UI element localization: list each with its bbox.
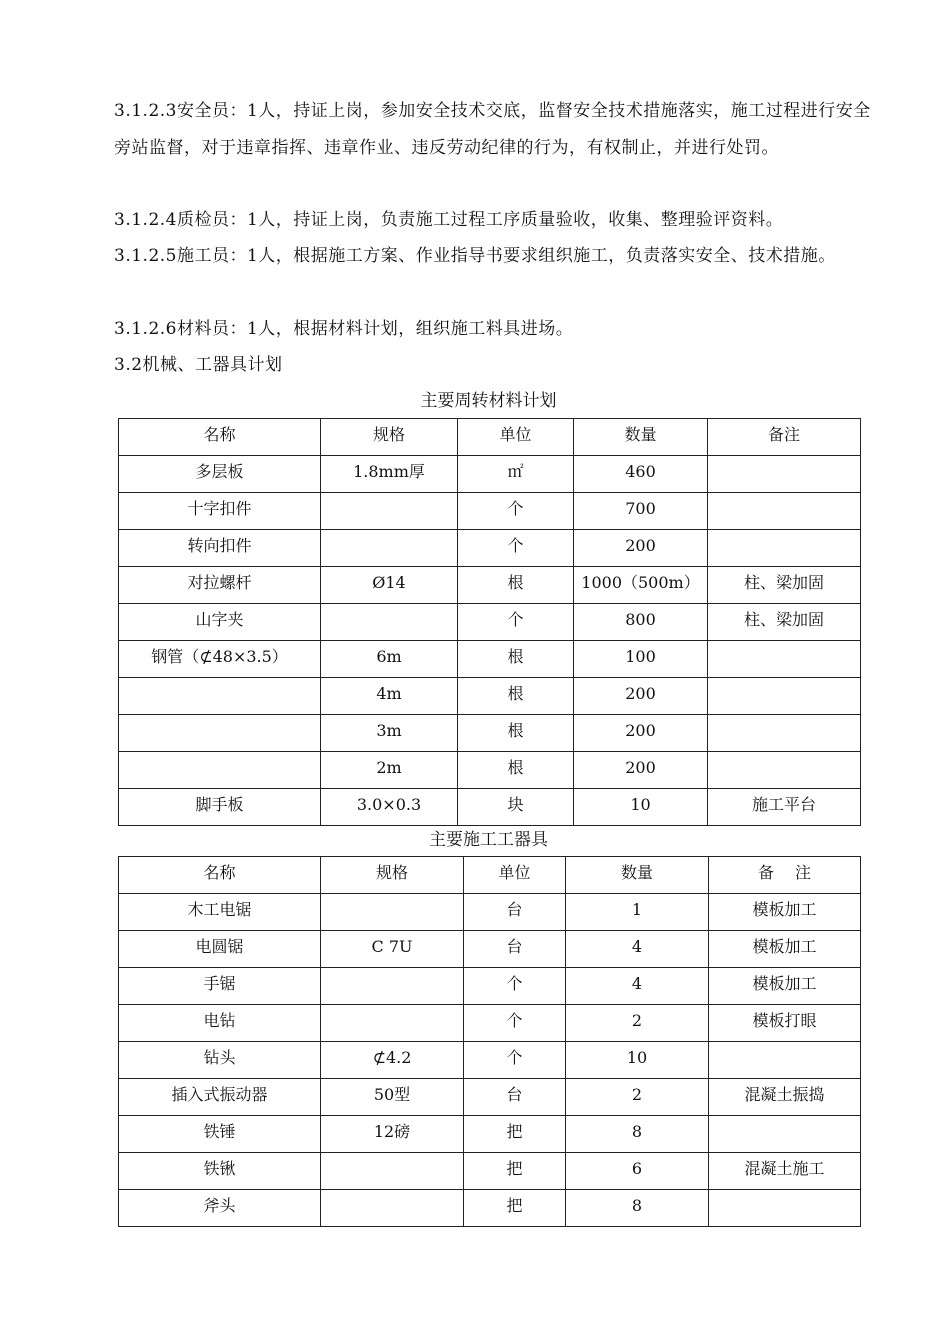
column-header: 单位: [458, 419, 574, 456]
table-cell: 电钻: [119, 1005, 321, 1042]
table-cell: 钻头: [119, 1042, 321, 1079]
table-cell: 3.0×0.3: [321, 789, 458, 826]
table-cell: ⊄4.2: [321, 1042, 464, 1079]
materials-table-row: [119, 493, 861, 530]
table-cell: [709, 1042, 861, 1079]
table-cell: 铁锹: [119, 1153, 321, 1190]
table-cell: 6m: [321, 641, 458, 678]
column-header: 备 注: [709, 857, 861, 894]
table-cell: [708, 493, 861, 530]
column-header: 备注: [708, 419, 861, 456]
table-cell: 把: [464, 1116, 566, 1153]
table-cell: 200: [574, 752, 708, 789]
materials-table-row: [119, 604, 861, 641]
table-cell: [321, 493, 458, 530]
table-cell: 根: [458, 715, 574, 752]
table-cell: 台: [464, 931, 566, 968]
column-header: 单位: [464, 857, 566, 894]
paragraph-quality-inspector: 3.1.2.4质检员：1人，持证上岗，负责施工过程工序质量验收，收集、整理验评资料。: [114, 210, 784, 230]
table-cell: C 7U: [321, 931, 464, 968]
table-cell: 根: [458, 567, 574, 604]
paragraph-materials-officer: 3.1.2.6材料员：1人，根据材料计划，组织施工料具进场。: [114, 319, 574, 339]
table-cell: 700: [574, 493, 708, 530]
materials-table-header-row: [119, 419, 861, 456]
table-cell: 200: [574, 678, 708, 715]
table-cell: 台: [464, 894, 566, 931]
column-header: 名称: [119, 857, 321, 894]
table-cell: [708, 456, 861, 493]
table-cell: 2: [566, 1005, 709, 1042]
materials-table-row: [119, 567, 861, 604]
paragraph-construction-officer: 3.1.2.5施工员：1人，根据施工方案、作业指导书要求组织施工，负责落实安全、技术措施。: [114, 246, 836, 266]
table-cell: 个: [464, 968, 566, 1005]
section-heading-equipment-plan: 3.2机械、工器具计划: [114, 355, 283, 375]
table-cell: 4m: [321, 678, 458, 715]
tools-table-row: [119, 1005, 861, 1042]
table-cell: 个: [464, 1005, 566, 1042]
table-cell: 手锯: [119, 968, 321, 1005]
table-cell: 模板加工: [709, 931, 861, 968]
table-cell: 6: [566, 1153, 709, 1190]
table-cell: 4: [566, 931, 709, 968]
materials-table-row: [119, 715, 861, 752]
table-cell: Ø14: [321, 567, 458, 604]
table-cell: 100: [574, 641, 708, 678]
column-header: 规格: [321, 857, 464, 894]
tools-table-title: 主要施工工器具: [429, 830, 548, 850]
table-cell: [321, 1153, 464, 1190]
table-cell: [709, 1190, 861, 1227]
materials-table-row: [119, 789, 861, 826]
table-cell: 台: [464, 1079, 566, 1116]
column-header: 数量: [574, 419, 708, 456]
table-cell: 多层板: [119, 456, 321, 493]
table-cell: 十字扣件: [119, 493, 321, 530]
materials-table-row: [119, 678, 861, 715]
table-cell: 个: [458, 604, 574, 641]
table-cell: [708, 641, 861, 678]
table-cell: 个: [464, 1042, 566, 1079]
table-cell: 木工电锯: [119, 894, 321, 931]
tools-table-row: [119, 894, 861, 931]
table-cell: [321, 1005, 464, 1042]
materials-table: [118, 418, 861, 826]
table-cell: 山字夹: [119, 604, 321, 641]
materials-table-row: [119, 641, 861, 678]
table-cell: 把: [464, 1190, 566, 1227]
tools-table-row: [119, 931, 861, 968]
table-cell: ㎡: [458, 456, 574, 493]
table-cell: 12磅: [321, 1116, 464, 1153]
table-cell: 钢管（⊄48×3.5）: [119, 641, 321, 678]
materials-table-title: 主要周转材料计划: [420, 391, 557, 411]
table-cell: [321, 894, 464, 931]
table-cell: 10: [566, 1042, 709, 1079]
tools-table-row: [119, 1079, 861, 1116]
table-cell: 1: [566, 894, 709, 931]
table-cell: [119, 752, 321, 789]
table-cell: 4: [566, 968, 709, 1005]
tools-table: [118, 856, 861, 1227]
table-cell: [708, 678, 861, 715]
table-cell: 柱、梁加固: [708, 604, 861, 641]
table-cell: 800: [574, 604, 708, 641]
table-cell: 8: [566, 1190, 709, 1227]
table-cell: 8: [566, 1116, 709, 1153]
table-cell: 脚手板: [119, 789, 321, 826]
table-cell: 2: [566, 1079, 709, 1116]
table-cell: 1000（500m）: [574, 567, 708, 604]
table-cell: 转向扣件: [119, 530, 321, 567]
table-cell: 模板打眼: [709, 1005, 861, 1042]
table-cell: 对拉螺杆: [119, 567, 321, 604]
table-cell: [708, 715, 861, 752]
materials-table-row: [119, 530, 861, 567]
table-cell: 3m: [321, 715, 458, 752]
table-cell: 铁锤: [119, 1116, 321, 1153]
table-cell: 460: [574, 456, 708, 493]
table-cell: [321, 530, 458, 567]
table-cell: 个: [458, 493, 574, 530]
table-cell: [708, 752, 861, 789]
column-header: 名称: [119, 419, 321, 456]
table-cell: 10: [574, 789, 708, 826]
materials-table-row: [119, 752, 861, 789]
tools-table-row: [119, 1116, 861, 1153]
table-cell: 200: [574, 715, 708, 752]
table-cell: 模板加工: [709, 968, 861, 1005]
table-cell: 50型: [321, 1079, 464, 1116]
tools-table-row: [119, 1190, 861, 1227]
tools-table-row: [119, 968, 861, 1005]
table-cell: 柱、梁加固: [708, 567, 861, 604]
table-cell: 2m: [321, 752, 458, 789]
table-cell: 1.8mm厚: [321, 456, 458, 493]
table-cell: 把: [464, 1153, 566, 1190]
column-header: 数量: [566, 857, 709, 894]
table-cell: [119, 715, 321, 752]
table-cell: [321, 604, 458, 641]
table-cell: 混凝土施工: [709, 1153, 861, 1190]
table-cell: 混凝土振捣: [709, 1079, 861, 1116]
table-cell: 根: [458, 752, 574, 789]
table-cell: 插入式振动器: [119, 1079, 321, 1116]
table-cell: 个: [458, 530, 574, 567]
table-cell: 施工平台: [708, 789, 861, 826]
table-cell: [321, 968, 464, 1005]
table-cell: 电圆锯: [119, 931, 321, 968]
table-cell: 斧头: [119, 1190, 321, 1227]
table-cell: 块: [458, 789, 574, 826]
table-cell: [119, 678, 321, 715]
table-cell: 模板加工: [709, 894, 861, 931]
tools-table-row: [119, 1042, 861, 1079]
table-cell: [708, 530, 861, 567]
tools-table-header-row: [119, 857, 861, 894]
table-cell: [321, 1190, 464, 1227]
table-cell: 200: [574, 530, 708, 567]
table-cell: [709, 1116, 861, 1153]
table-cell: 根: [458, 641, 574, 678]
table-cell: 根: [458, 678, 574, 715]
column-header: 规格: [321, 419, 458, 456]
tools-table-row: [119, 1153, 861, 1190]
materials-table-row: [119, 456, 861, 493]
paragraph-safety-officer: 3.1.2.3安全员：1人，持证上岗，参加安全技术交底，监督安全技术措施落实，施工过程进行安全旁站监督，对于违章指挥、违章作业、违反劳动纪律的行为，有权制止，并进行处罚。: [114, 101, 871, 158]
